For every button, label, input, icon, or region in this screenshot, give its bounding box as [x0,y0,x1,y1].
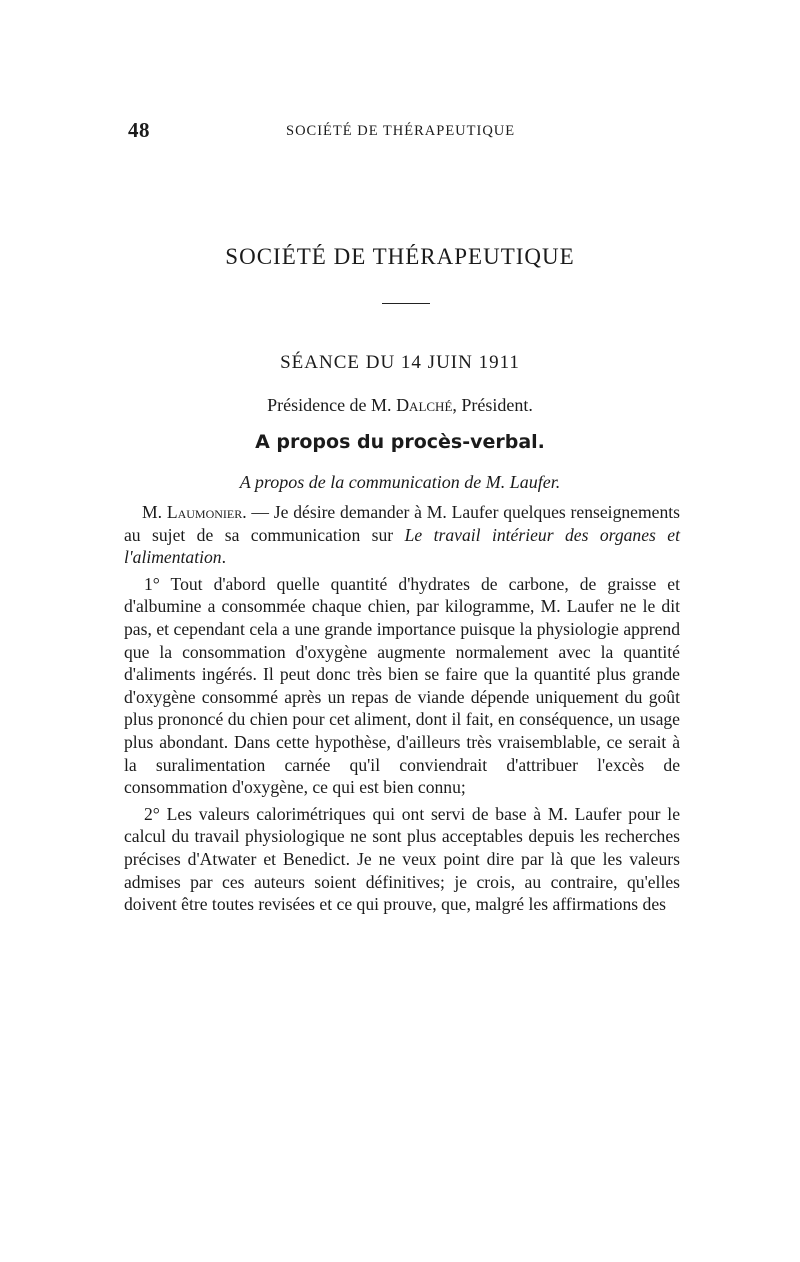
presidence-prefix: Présidence de M. [267,395,397,415]
paragraph-1-end: . [221,547,226,568]
section-heading: A propos du procès-verbal. [255,431,545,453]
paragraph-1-title: Le travail intérieur des organes et l'alimentation [124,524,681,568]
presidence-line [0,395,800,416]
presidence-suffix: , Président. [452,395,533,415]
speaker-prefix: M. [142,502,167,522]
paragraph-3: 2° Les valeurs calorimétriques qui ont servi de base à M. Laufer pour le calcul du travail physiologique ne sont plus acceptables depuis les recherches précises d'Atwater et Benedict. Je ne veux point dire par là que les valeurs admises par ces auteurs soient définitives; je crois, au contraire, qu'elles doivent être toutes revisées et ce qui prouve, que, malgré les affirmations des [124,803,680,915]
running-head [126,118,678,146]
title-rule [382,303,430,304]
paragraph-1 [124,501,680,569]
page-number: 48 [128,118,150,142]
president-name: Dalché [396,395,453,415]
society-title: SOCIÉTÉ DE THÉRAPEUTIQUE [225,244,575,269]
body-text [124,501,680,920]
paragraph-2: 1° Tout d'abord quelle quantité d'hydrates de carbone, de graisse et d'albumine a consommée chaque chien, par kilogramme, M. Laufer ne le dit pas, et cependant cela a une grande importance puisque la physiologie apprend que la consommation d'oxygène augmente normalement avec la quantité d'aliments ingérés. Il peut donc très bien se faire que la quantité plus grande d'oxygène consommé après un repas de viande dépende uniquement du goût plus prononcé du chien pour cet aliment, dont il fait, en conséquence, un usage plus abondant. Dans cette hypothèse, d'ailleurs très vraisemblable, ce serait à la suralimentation carnée qu'il conviendrait d'attribuer l'excès de consommation d'oxygène, ce qui est bien connu; [124,573,680,798]
paragraph-1-text: . — Je désire demander à M. Laufer quelques renseignements au sujet de sa communication sur [124,502,680,545]
subheading: A propos de la communication de M. Laufer. [239,472,561,492]
running-title: SOCIÉTÉ DE THÉRAPEUTIQUE [286,123,516,139]
seance-date: SÉANCE DU 14 JUIN 1911 [280,352,520,373]
speaker-name: Laumonier [166,502,243,522]
